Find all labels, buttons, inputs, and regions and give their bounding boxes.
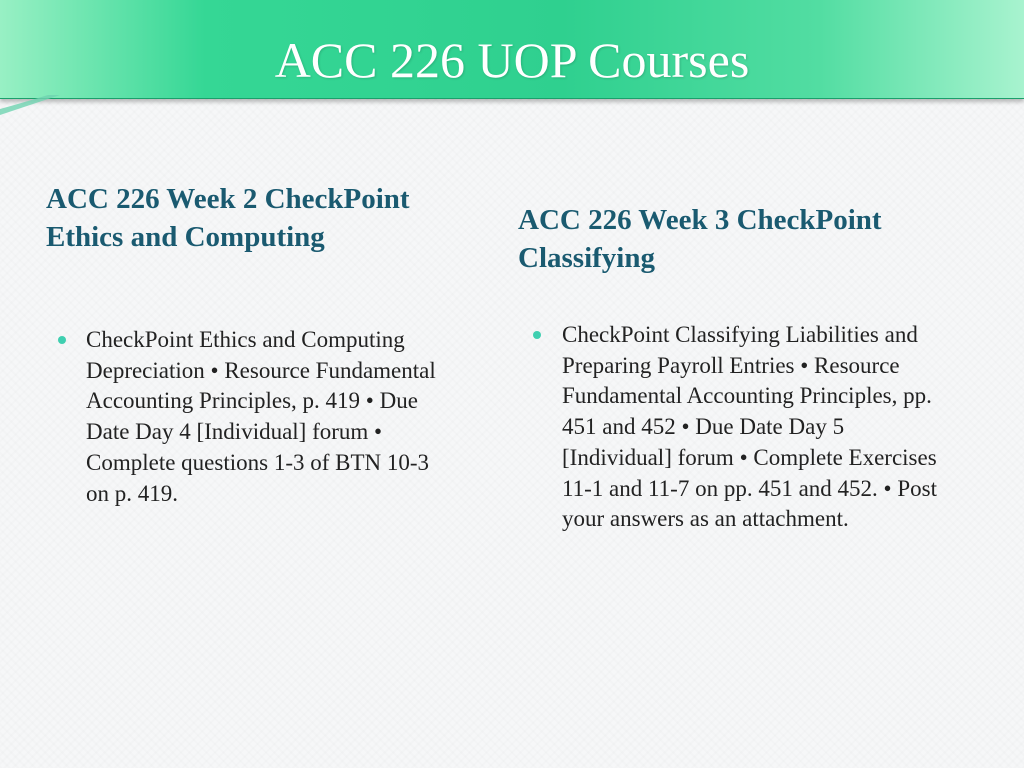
left-column-bullet: CheckPoint Ethics and Computing Depreciation • Resource Fundamental Accounting Principles, p. 419 • Due Date Day 4 [Individual] forum • Complete questions 1-3 of BTN 10-3 on p. 419. xyxy=(86,327,436,506)
bullet-icon xyxy=(58,336,66,344)
swoosh-decoration xyxy=(0,95,70,117)
bullet-icon xyxy=(533,331,541,339)
title-bar xyxy=(0,0,1024,99)
right-column-bullet: CheckPoint Classifying Liabilities and Preparing Payroll Entries • Resource Fundamental Accounting Principles, pp. 451 and 452 • Due Date Day 5 [Individual] forum • Complete Exercises 11-1 and 11-7 on pp. 451 and 452. • Post your answers as an attachment. xyxy=(562,322,937,532)
right-column-heading: ACC 226 Week 3 CheckPoint Classifying xyxy=(518,204,882,274)
slide-title: ACC 226 UOP Courses xyxy=(274,32,750,88)
left-column-heading: ACC 226 Week 2 CheckPoint Ethics and Computing xyxy=(46,183,410,253)
